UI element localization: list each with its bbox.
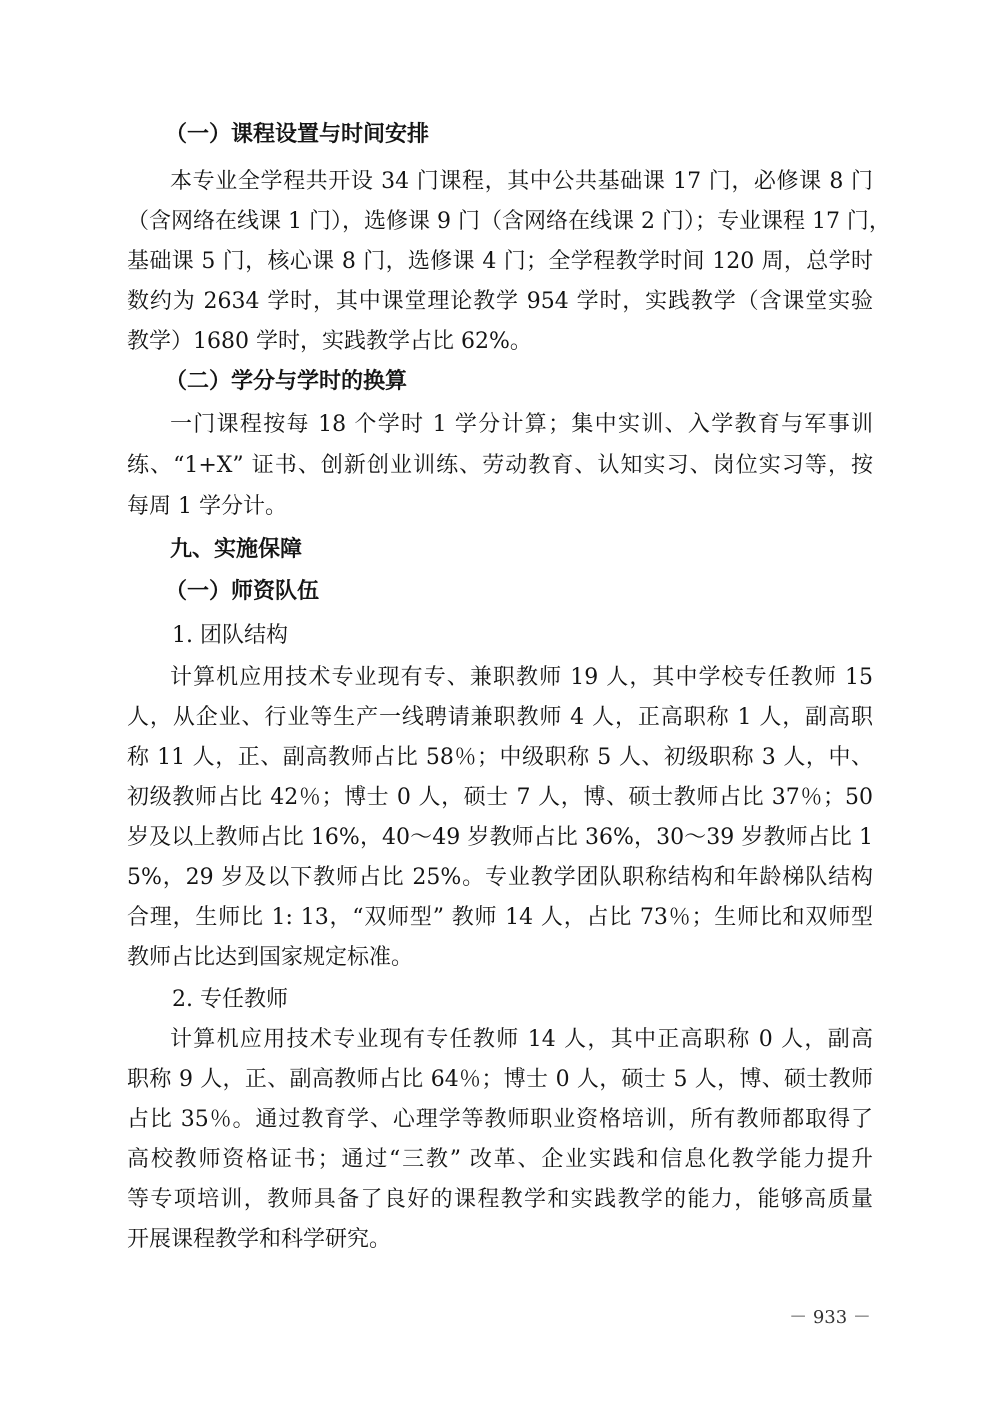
paragraph-line: 每周 1 学分计。 bbox=[127, 494, 287, 519]
chapter-heading-implementation: 九、实施保障 bbox=[170, 537, 303, 562]
paragraph-line: 高校教师资格证书；通过“三教” 改革、企业实践和信息化教学能力提升 bbox=[127, 1147, 873, 1172]
paragraph-line: 称 11 人，正、副高教师占比 58％；中级职称 5 人、初级职称 3 人，中、 bbox=[127, 745, 873, 770]
paragraph-line: 等专项培训，教师具备了良好的课程教学和实践教学的能力，能够高质量 bbox=[127, 1187, 873, 1212]
paragraph-line: 教师占比达到国家规定标准。 bbox=[127, 945, 414, 970]
paragraph-line: （含网络在线课 1 门），选修课 9 门（含网络在线课 2 门）；专业课程 17 门， bbox=[127, 209, 891, 234]
section-heading-credit-conversion: （二）学分与学时的换算 bbox=[165, 369, 408, 394]
paragraph-line: 一门课程按每 18 个学时 1 学分计算；集中实训、入学教育与军事训 bbox=[170, 412, 873, 437]
subsection-heading-team-structure: 1. 团队结构 bbox=[172, 623, 288, 648]
paragraph-line: 5%，29 岁及以下教师占比 25%。专业教学团队职称结构和年龄梯队结构 bbox=[127, 865, 873, 890]
paragraph-line: 教学）1680 学时，实践教学占比 62%。 bbox=[127, 329, 532, 354]
paragraph-line: 计算机应用技术专业现有专、兼职教师 19 人，其中学校专任教师 15 bbox=[170, 665, 873, 690]
section-heading-faculty: （一）师资队伍 bbox=[165, 579, 320, 604]
paragraph-line: 数约为 2634 学时，其中课堂理论教学 954 学时，实践教学（含课堂实验 bbox=[127, 289, 873, 314]
subsection-heading-fulltime-teachers: 2. 专任教师 bbox=[172, 987, 288, 1012]
paragraph-line: 岁及以上教师占比 16%，40～49 岁教师占比 36%，30～39 岁教师占比 1 bbox=[127, 825, 873, 850]
paragraph-line: 初级教师占比 42％；博士 0 人，硕士 7 人，博、硕士教师占比 37％；50 bbox=[127, 785, 874, 810]
paragraph-line: 占比 35％。通过教育学、心理学等教师职业资格培训，所有教师都取得了 bbox=[127, 1107, 873, 1132]
paragraph-line: 本专业全学程共开设 34 门课程，其中公共基础课 17 门，必修课 8 门 bbox=[170, 169, 873, 194]
page-number: － 933 － bbox=[789, 1307, 871, 1328]
paragraph-line: 开展课程教学和科学研究。 bbox=[127, 1227, 392, 1252]
paragraph-line: 基础课 5 门，核心课 8 门，选修课 4 门；全学程教学时间 120 周，总学时 bbox=[127, 249, 873, 274]
paragraph-line: 职称 9 人，正、副高教师占比 64％；博士 0 人，硕士 5 人，博、硕士教师 bbox=[127, 1067, 873, 1092]
paragraph-line: 人，从企业、行业等生产一线聘请兼职教师 4 人，正高职称 1 人，副高职 bbox=[127, 705, 873, 730]
section-heading-course-schedule: （一）课程设置与时间安排 bbox=[165, 122, 430, 147]
paragraph-line: 计算机应用技术专业现有专任教师 14 人，其中正高职称 0 人，副高 bbox=[170, 1027, 873, 1052]
paragraph-line: 合理，生师比 1: 13，“双师型” 教师 14 人，占比 73％；生师比和双师型 bbox=[127, 905, 873, 930]
paragraph-line: 练、“1+X” 证书、创新创业训练、劳动教育、认知实习、岗位实习等，按 bbox=[127, 453, 873, 478]
